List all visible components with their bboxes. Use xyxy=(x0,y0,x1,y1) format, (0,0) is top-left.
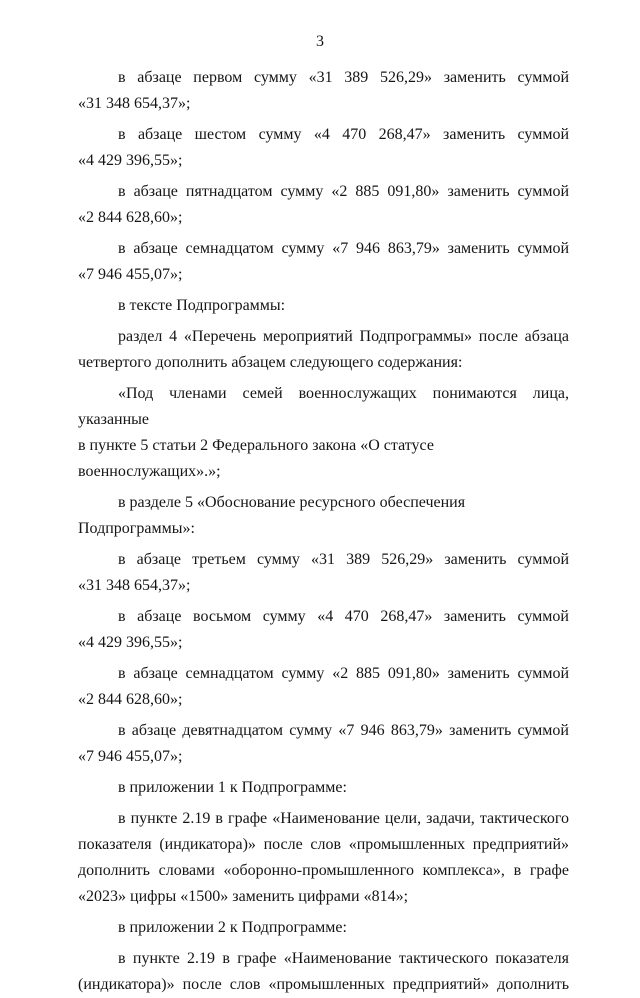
paragraph xyxy=(78,604,569,656)
paragraph xyxy=(78,946,569,998)
paragraph xyxy=(78,381,569,485)
paragraph xyxy=(78,179,569,231)
paragraph-line: «Под членами семей военнослужащих понимаются лица, указанные xyxy=(78,385,569,428)
paragraph xyxy=(78,718,569,770)
paragraph-line: раздел 4 «Перечень мероприятий Подпрограммы» после абзаца xyxy=(118,328,569,345)
paragraph xyxy=(78,65,569,117)
paragraph-line: в приложении 2 к Подпрограмме: xyxy=(118,919,347,936)
paragraph-line: дополнить словами «оборонно-промышленного комплекса», в графе xyxy=(78,862,569,879)
paragraph xyxy=(78,547,569,599)
page-number: 3 xyxy=(316,33,324,50)
paragraph-line: «31 348 654,37»; xyxy=(78,577,191,594)
paragraph-line: «7 946 455,07»; xyxy=(78,266,183,283)
paragraph xyxy=(78,236,569,288)
paragraph-line: «4 429 396,55»; xyxy=(78,634,183,651)
paragraph xyxy=(78,915,569,941)
document-body xyxy=(78,65,569,998)
paragraph-line: в пункте 5 статьи 2 Федерального закона «О статусе военнослужащих».»; xyxy=(78,437,434,480)
paragraph-line: «2 844 628,60»; xyxy=(78,691,183,708)
paragraph-line: в абзаце семнадцатом сумму «2 885 091,80» заменить суммой xyxy=(118,665,569,682)
paragraph-line: «31 348 654,37»; xyxy=(78,95,191,112)
paragraph-line: в разделе 5 «Обоснование ресурсного обеспечения Подпрограммы»: xyxy=(78,494,466,537)
paragraph-line: в пункте 2.19 в графе «Наименование цели, задачи, тактического xyxy=(118,810,569,827)
paragraph xyxy=(78,293,569,319)
paragraph-line: в абзаце третьем сумму «31 389 526,29» заменить суммой xyxy=(118,551,569,568)
paragraph-line: в абзаце первом сумму «31 389 526,29» заменить суммой xyxy=(118,69,569,86)
paragraph-line: в абзаце семнадцатом сумму «7 946 863,79» заменить суммой xyxy=(118,240,569,257)
paragraph-line: в абзаце восьмом сумму «4 470 268,47» заменить суммой xyxy=(118,608,569,625)
paragraph-line: (индикатора)» после слов «промышленных предприятий» дополнить xyxy=(78,976,569,993)
paragraph-line: «2 844 628,60»; xyxy=(78,209,183,226)
paragraph-line: в тексте Подпрограммы: xyxy=(118,297,286,314)
paragraph-line: в абзаце девятнадцатом сумму «7 946 863,79» заменить суммой xyxy=(118,722,569,739)
paragraph-line: «7 946 455,07»; xyxy=(78,748,183,765)
paragraph-line: в абзаце шестом сумму «4 470 268,47» заменить суммой xyxy=(118,126,569,143)
paragraph-line: показателя (индикатора)» после слов «промышленных предприятий» xyxy=(78,836,569,853)
paragraph xyxy=(78,661,569,713)
paragraph-line: четвертого дополнить абзацем следующего содержания: xyxy=(78,354,463,371)
paragraph-line: в пункте 2.19 в графе «Наименование тактического показателя xyxy=(118,950,569,967)
paragraph xyxy=(78,324,569,376)
paragraph-line: «2023» цифры «1500» заменить цифрами «814»; xyxy=(78,888,409,905)
paragraph xyxy=(78,122,569,174)
paragraph-line: в приложении 1 к Подпрограмме: xyxy=(118,779,347,796)
paragraph xyxy=(78,490,569,542)
paragraph-line: в абзаце пятнадцатом сумму «2 885 091,80» заменить суммой xyxy=(118,183,569,200)
paragraph-line: «4 429 396,55»; xyxy=(78,152,183,169)
paragraph xyxy=(78,806,569,910)
paragraph xyxy=(78,775,569,801)
